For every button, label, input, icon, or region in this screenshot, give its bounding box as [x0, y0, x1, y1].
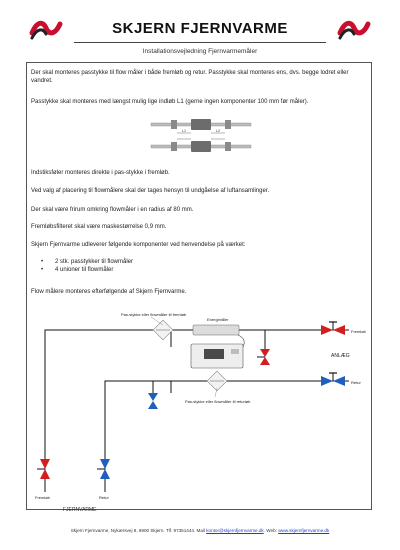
label-passtykke-retur: Pas-stykke eller flowmåler til returløb — [185, 399, 251, 404]
valve-return-right-icon — [321, 373, 345, 386]
pipe-row-lower — [151, 139, 251, 152]
label-fremlob-right: Fremløb — [351, 329, 366, 334]
footer-web-link[interactable]: www.skjernfjernvarme.dk — [278, 528, 330, 533]
label-energimaaler: Energimåler — [207, 317, 229, 322]
footer-web-label: . Web: — [263, 528, 279, 533]
company-logo-icon — [338, 18, 370, 40]
label-passtykke-fremlob: Pas-stykke eller flowmåler til fremløb — [121, 312, 187, 317]
valve-supply-bottom-icon — [37, 459, 50, 479]
paragraph: Ved valg af placering til flowmålere skal der tages hensyn til undgåelse af luftansamlinger. — [31, 188, 270, 194]
flowmeter-return — [207, 371, 227, 391]
list-item: • 2 stk. passtykker til flowmåler — [41, 258, 133, 266]
sensor-box — [193, 325, 239, 335]
flowmeter-supply — [153, 320, 173, 340]
list-item: • 4 unioner til flowmåler — [41, 266, 133, 274]
paragraph: Indstiksføler monteres direkte i pas-stykke i fremløb. — [31, 170, 170, 176]
paragraph: Der skal være frirum omkring flowmåler i en radius af 80 mm. — [31, 207, 194, 213]
page-footer — [0, 528, 400, 533]
page-header — [26, 14, 374, 62]
content-frame — [26, 62, 372, 513]
paragraph: Passtykke skal monteres med længst mulig lige indløb L1 (gerne ingen komponenter 100 mm før måler). — [31, 99, 309, 105]
valve-return-bottom-icon — [97, 459, 110, 479]
valve-vent-supply-icon — [257, 349, 270, 365]
footer-mail-link[interactable]: kontor@skjernfjernvarme.dk — [206, 528, 264, 533]
component-list — [41, 258, 133, 274]
header-divider — [74, 42, 326, 43]
label-fjernvarme: FJERNVARME — [63, 507, 97, 513]
page-title: SKJERN FJERNVARME — [112, 20, 288, 37]
footer-address: Skjern Fjernvarme, Nykærsvej 8, 6900 Skjern. Tlf. 97351444. Mail — [70, 528, 207, 533]
label-anlaeg: ANLÆG — [331, 353, 350, 359]
label-l1: L1 — [182, 129, 186, 133]
valve-vent-return-icon — [148, 381, 158, 409]
label-retur-bottom: Retur — [99, 495, 109, 500]
pipe-row-upper — [151, 119, 251, 133]
energy-meter-icon — [191, 344, 243, 368]
paragraph: Der skal monteres passtykke til flow måler i både fremløb og retur. Passtykke skal monteres ens, dvs. begge lodret eller vandret. — [31, 70, 349, 84]
page-subtitle: Installationsvejledning Fjernvarmemåler — [142, 48, 258, 55]
paragraph: Fremløbsfilteret skal være maskestørrelse 0,9 mm. — [31, 224, 167, 230]
passtykke-figure — [149, 117, 253, 157]
valve-supply-right-icon — [321, 322, 345, 335]
installation-diagram — [33, 307, 367, 513]
paragraph: Skjern Fjernvarme udleverer følgende komponenter ved henvendelse på værket: — [31, 242, 246, 248]
label-fremlob-bottom: Fremløb — [35, 495, 50, 500]
paragraph: Flow målere monteres efterfølgende af Skjern Fjernvarme. — [31, 289, 187, 295]
label-retur-right: Retur — [351, 380, 361, 385]
label-l2: L2 — [216, 129, 220, 133]
